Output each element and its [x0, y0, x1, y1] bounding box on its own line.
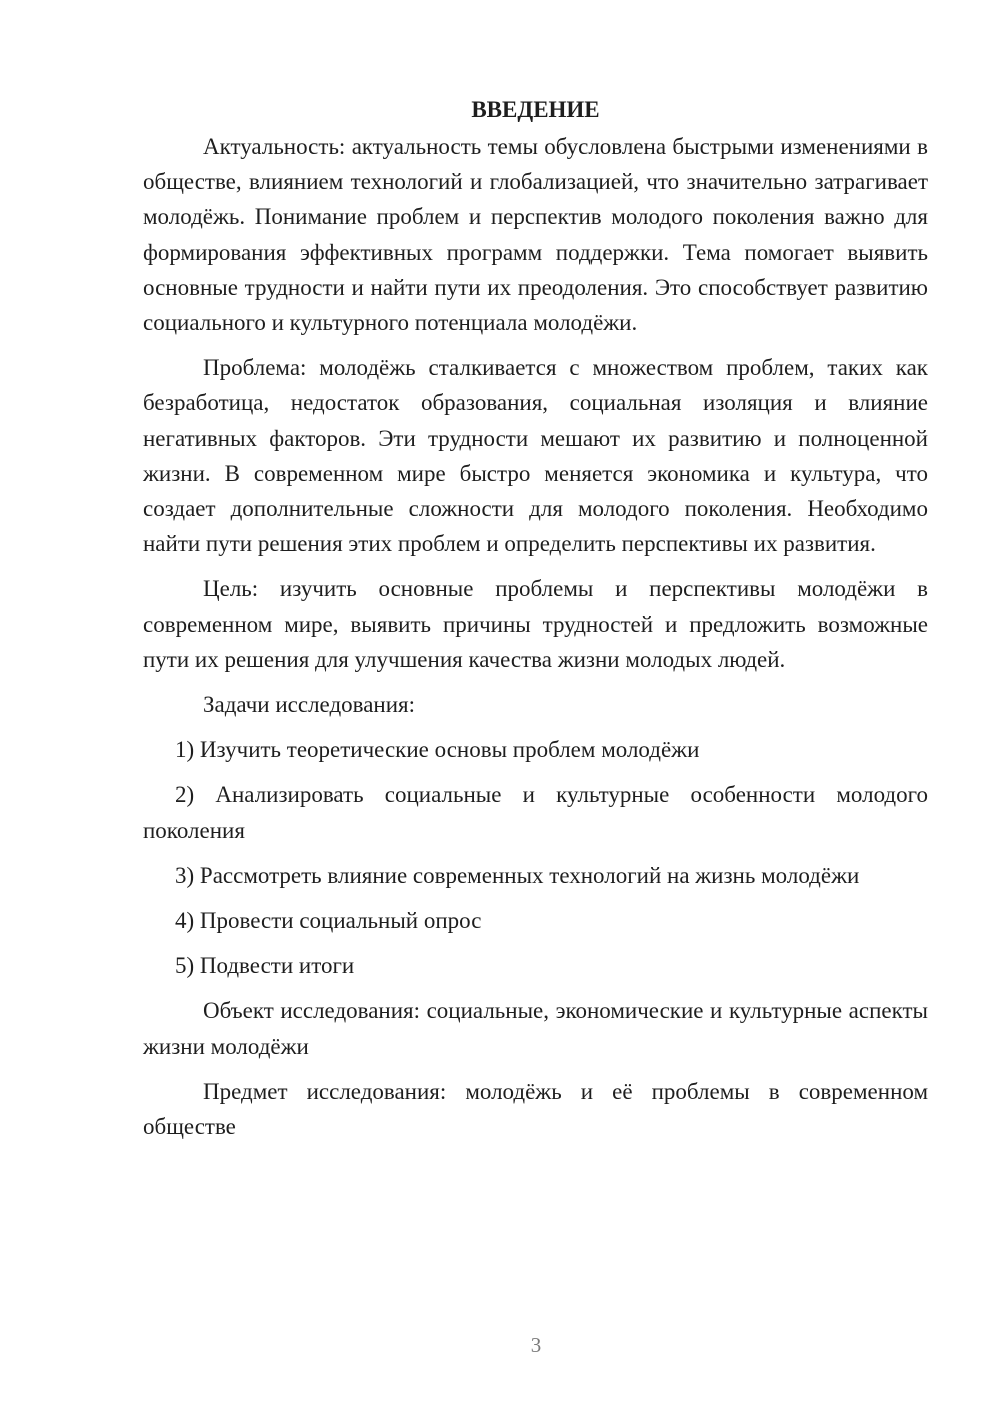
task-item-2: 2) Анализировать социальные и культурные особенности молодого поколения — [143, 782, 928, 843]
paragraph-problem: Проблема: молодёжь сталкивается с множеством проблем, таких как безработица, недостаток образования, социальная изоляция и влияние негативных факторов. Эти трудности мешают их развитию и полноценной жизни. В современном мире быстро меняется экономика и культура, что создает дополнительные сложности для молодого поколения. Необходимо найти пути решения этих проблем и определить перспективы их развития. — [143, 355, 928, 557]
task-item-3: 3) Рассмотреть влияние современных технологий на жизнь молодёжи — [175, 862, 860, 888]
paragraph-goal: Цель: изучить основные проблемы и перспективы молодёжи в современном мире, выявить причины трудностей и предложить возможные пути их решения для улучшения качества жизни молодых людей. — [143, 576, 928, 672]
page-number: 3 — [530, 1333, 542, 1357]
page-content — [143, 92, 928, 1154]
task-item-1: 1) Изучить теоретические основы проблем молодёжи — [175, 737, 700, 763]
tasks-heading: Задачи исследования: — [203, 692, 416, 718]
task-item-4: 4) Провести социальный опрос — [175, 908, 482, 934]
paragraph-relevance: Актуальность: актуальность темы обусловлена быстрыми изменениями в обществе, влиянием технологий и глобализацией, что значительно затрагивает молодёжь. Понимание проблем и перспектив молодого поколения важно для формирования эффективных программ поддержки. Тема помогает выявить основные трудности и найти пути их преодоления. Это способствует развитию социального и культурного потенциала молодёжи. — [143, 134, 928, 336]
paragraph-subject: Предмет исследования: молодёжь и её проблемы в современном обществе — [143, 1078, 928, 1140]
paragraph-object: Объект исследования: социальные, экономические и культурные аспекты жизни молодёжи — [143, 998, 928, 1059]
page-title: ВВЕДЕНИЕ — [471, 97, 600, 122]
task-item-5: 5) Подвести итоги — [175, 953, 355, 979]
